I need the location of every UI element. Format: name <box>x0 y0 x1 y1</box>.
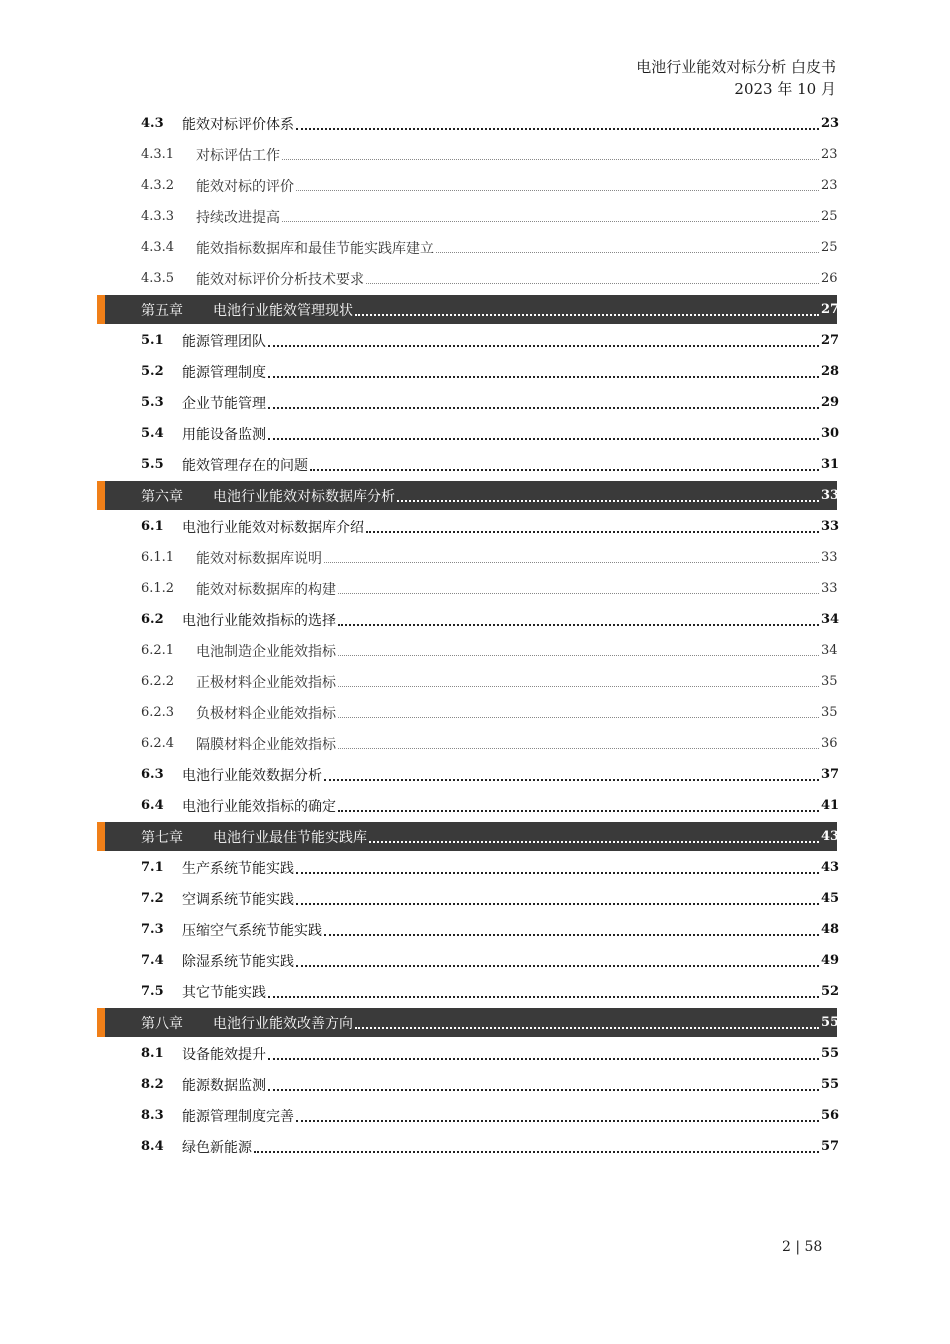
toc-dot-leader <box>296 128 819 130</box>
toc-dot-leader <box>310 469 819 471</box>
toc-entry-number: 4.3.1 <box>141 147 175 162</box>
toc-entry-title: 电池行业能效对标数据库介绍 <box>182 519 364 536</box>
toc-entry-number: 4.3.4 <box>141 240 175 255</box>
toc-dot-leader <box>338 748 819 749</box>
toc-entry-number: 7.2 <box>141 891 164 906</box>
toc-subsection-entry[interactable] <box>97 728 837 759</box>
toc-entry-title: 能效对标评价分析技术要求 <box>196 271 364 288</box>
toc-entry-page: 43 <box>821 860 840 875</box>
toc-entry-title: 能源管理团队 <box>182 333 266 350</box>
toc-section-entry[interactable] <box>97 914 840 945</box>
toc-chapter-entry[interactable] <box>97 822 840 851</box>
toc-section-entry[interactable] <box>97 852 840 883</box>
toc-entry-number: 第五章 <box>141 302 183 319</box>
toc-subsection-entry[interactable] <box>97 232 837 263</box>
toc-entry-title: 除湿系统节能实践 <box>182 953 294 970</box>
toc-entry-title: 电池行业能效数据分析 <box>182 767 322 784</box>
toc-dot-leader <box>369 841 819 843</box>
toc-dot-leader <box>366 531 819 533</box>
toc-entry-page: 35 <box>821 674 838 689</box>
toc-entry-number: 6.1 <box>141 519 164 534</box>
toc-entry-number: 6.2.4 <box>141 736 175 751</box>
toc-entry-page: 52 <box>821 984 840 999</box>
toc-entry-number: 5.1 <box>141 333 164 348</box>
toc-dot-leader <box>282 221 819 222</box>
toc-entry-title: 企业节能管理 <box>182 395 266 412</box>
toc-entry-page: 23 <box>821 147 838 162</box>
toc-dot-leader <box>338 686 819 687</box>
toc-section-entry[interactable] <box>97 325 840 356</box>
toc-dot-leader <box>296 1120 819 1122</box>
toc-entry-page: 45 <box>821 891 840 906</box>
toc-section-entry[interactable] <box>97 759 840 790</box>
toc-entry-title: 压缩空气系统节能实践 <box>182 922 322 939</box>
toc-entry-title: 空调系统节能实践 <box>182 891 294 908</box>
toc-dot-leader <box>338 624 819 626</box>
toc-entry-number: 4.3.2 <box>141 178 175 193</box>
toc-entry-page: 33 <box>821 488 840 503</box>
toc-entry-number: 5.5 <box>141 457 164 472</box>
toc-dot-leader <box>268 376 819 378</box>
toc-entry-number: 5.2 <box>141 364 164 379</box>
toc-entry-title: 能效对标的评价 <box>196 178 294 195</box>
toc-section-entry[interactable] <box>97 1069 840 1100</box>
toc-entry-title: 能效对标数据库说明 <box>196 550 322 567</box>
toc-entry-title: 能源管理制度 <box>182 364 266 381</box>
toc-subsection-entry[interactable] <box>97 666 837 697</box>
toc-section-entry[interactable] <box>97 883 840 914</box>
doc-date: 2023 年 10 月 <box>734 80 836 98</box>
toc-entry-number: 8.3 <box>141 1108 164 1123</box>
toc-section-entry[interactable] <box>97 511 840 542</box>
toc-entry-number: 6.2.3 <box>141 705 175 720</box>
toc-subsection-entry[interactable] <box>97 201 837 232</box>
toc-entry-page: 43 <box>821 829 840 844</box>
toc-entry-title: 能效对标数据库的构建 <box>196 581 336 598</box>
toc-entry-number: 6.2.2 <box>141 674 175 689</box>
toc-dot-leader <box>355 1027 819 1029</box>
toc-dot-leader <box>268 1089 819 1091</box>
toc-entry-page: 36 <box>821 736 838 751</box>
toc-dot-leader <box>355 314 819 316</box>
toc-entry-title: 能效指标数据库和最佳节能实践库建立 <box>196 240 434 257</box>
toc-entry-title: 能效对标评价体系 <box>182 116 294 133</box>
toc-entry-title: 其它节能实践 <box>182 984 266 1001</box>
toc-dot-leader <box>338 593 819 594</box>
toc-entry-number: 7.4 <box>141 953 164 968</box>
page-header <box>636 56 836 100</box>
toc-entry-title: 负极材料企业能效指标 <box>196 705 336 722</box>
toc-entry-number: 6.2.1 <box>141 643 175 658</box>
toc-entry-title: 电池行业最佳节能实践库 <box>213 829 367 846</box>
toc-entry-title: 设备能效提升 <box>182 1046 266 1063</box>
toc-entry-number: 8.4 <box>141 1139 164 1154</box>
toc-entry-title: 电池制造企业能效指标 <box>196 643 336 660</box>
toc-dot-leader <box>296 190 819 191</box>
toc-entry-number: 4.3 <box>141 116 164 131</box>
toc-section-entry[interactable] <box>97 1038 840 1069</box>
toc-entry-title: 持续改进提高 <box>196 209 280 226</box>
toc-entry-page: 33 <box>821 519 840 534</box>
toc-entry-number: 第六章 <box>141 488 183 505</box>
toc-entry-title: 能源数据监测 <box>182 1077 266 1094</box>
toc-entry-page: 29 <box>821 395 840 410</box>
toc-entry-title: 生产系统节能实践 <box>182 860 294 877</box>
toc-entry-title: 隔膜材料企业能效指标 <box>196 736 336 753</box>
toc-subsection-entry[interactable] <box>97 170 837 201</box>
toc-entry-page: 57 <box>821 1139 840 1154</box>
toc-entry-page: 56 <box>821 1108 840 1123</box>
toc-subsection-entry[interactable] <box>97 139 837 170</box>
toc-dot-leader <box>338 810 819 812</box>
toc-entry-title: 能源管理制度完善 <box>182 1108 294 1125</box>
doc-title: 电池行业能效对标分析 白皮书 <box>636 58 836 76</box>
toc-section-entry[interactable] <box>97 108 840 139</box>
toc-section-entry[interactable] <box>97 449 840 480</box>
toc-dot-leader <box>324 934 819 936</box>
toc-entry-page: 25 <box>821 209 838 224</box>
toc-dot-leader <box>338 717 819 718</box>
toc-entry-page: 33 <box>821 550 838 565</box>
toc-section-entry[interactable] <box>97 387 840 418</box>
toc-entry-number: 8.2 <box>141 1077 164 1092</box>
toc-entry-page: 34 <box>821 643 838 658</box>
toc-entry-number: 6.1.2 <box>141 581 175 596</box>
toc-entry-number: 6.4 <box>141 798 164 813</box>
toc-entry-number: 第八章 <box>141 1015 183 1032</box>
toc-entry-title: 电池行业能效对标数据库分析 <box>213 488 395 505</box>
toc-dot-leader <box>366 283 819 284</box>
toc-chapter-entry[interactable] <box>97 295 840 324</box>
toc-dot-leader <box>436 252 819 253</box>
toc-entry-number: 6.2 <box>141 612 164 627</box>
toc-entry-page: 23 <box>821 178 838 193</box>
toc-entry-number: 4.3.5 <box>141 271 175 286</box>
toc-entry-page: 48 <box>821 922 840 937</box>
toc-entry-number: 第七章 <box>141 829 183 846</box>
toc-entry-title: 电池行业能效改善方向 <box>213 1015 353 1032</box>
toc-section-entry[interactable] <box>97 790 840 821</box>
toc-entry-number: 7.3 <box>141 922 164 937</box>
toc-dot-leader <box>268 407 819 409</box>
toc-entry-page: 25 <box>821 240 838 255</box>
toc-dot-leader <box>268 996 819 998</box>
toc-entry-page: 30 <box>821 426 840 441</box>
toc-dot-leader <box>268 1058 819 1060</box>
toc-subsection-entry[interactable] <box>97 263 837 294</box>
toc-entry-title: 电池行业能效指标的确定 <box>182 798 336 815</box>
toc-entry-number: 7.5 <box>141 984 164 999</box>
toc-dot-leader <box>338 655 819 656</box>
toc-entry-page: 26 <box>821 271 838 286</box>
toc-entry-page: 23 <box>821 116 840 131</box>
toc-dot-leader <box>296 903 819 905</box>
toc-entry-page: 55 <box>821 1077 840 1092</box>
toc-dot-leader <box>254 1151 819 1153</box>
toc-entry-title: 能效管理存在的问题 <box>182 457 308 474</box>
toc-dot-leader <box>282 159 819 160</box>
toc-section-entry[interactable] <box>97 945 840 976</box>
toc-entry-number: 8.1 <box>141 1046 164 1061</box>
toc-subsection-entry[interactable] <box>97 697 837 728</box>
toc-section-entry[interactable] <box>97 356 840 387</box>
toc-chapter-entry[interactable] <box>97 1008 840 1037</box>
toc-entry-page: 27 <box>821 333 840 348</box>
toc-section-entry[interactable] <box>97 604 840 635</box>
toc-entry-page: 55 <box>821 1046 840 1061</box>
toc-entry-title: 绿色新能源 <box>182 1139 252 1156</box>
toc-entry-title: 电池行业能效管理现状 <box>213 302 353 319</box>
toc-dot-leader <box>397 500 819 502</box>
toc-entry-page: 37 <box>821 767 840 782</box>
toc-section-entry[interactable] <box>97 1100 840 1131</box>
toc-section-entry[interactable] <box>97 1131 840 1162</box>
page-number: 2 | 58 <box>782 1239 823 1255</box>
toc-entry-page: 31 <box>821 457 840 472</box>
toc-subsection-entry[interactable] <box>97 542 837 573</box>
table-of-contents <box>97 108 840 1162</box>
toc-dot-leader <box>296 965 819 967</box>
toc-subsection-entry[interactable] <box>97 573 837 604</box>
toc-dot-leader <box>268 438 819 440</box>
toc-section-entry[interactable] <box>97 976 840 1007</box>
toc-entry-page: 28 <box>821 364 840 379</box>
toc-entry-page: 35 <box>821 705 838 720</box>
toc-entry-number: 6.1.1 <box>141 550 175 565</box>
toc-section-entry[interactable] <box>97 418 840 449</box>
toc-entry-number: 6.3 <box>141 767 164 782</box>
toc-subsection-entry[interactable] <box>97 635 837 666</box>
toc-chapter-entry[interactable] <box>97 481 840 510</box>
toc-entry-title: 对标评估工作 <box>196 147 280 164</box>
toc-entry-number: 4.3.3 <box>141 209 175 224</box>
toc-dot-leader <box>296 872 819 874</box>
toc-dot-leader <box>324 562 819 563</box>
toc-entry-page: 34 <box>821 612 840 627</box>
toc-entry-title: 用能设备监测 <box>182 426 266 443</box>
toc-entry-number: 5.3 <box>141 395 164 410</box>
toc-entry-page: 49 <box>821 953 840 968</box>
toc-dot-leader <box>324 779 819 781</box>
toc-entry-page: 41 <box>821 798 840 813</box>
toc-dot-leader <box>268 345 819 347</box>
toc-entry-title: 正极材料企业能效指标 <box>196 674 336 691</box>
toc-entry-page: 27 <box>821 302 840 317</box>
toc-entry-number: 5.4 <box>141 426 164 441</box>
toc-entry-page: 55 <box>821 1015 840 1030</box>
toc-entry-number: 7.1 <box>141 860 164 875</box>
toc-entry-page: 33 <box>821 581 838 596</box>
toc-entry-title: 电池行业能效指标的选择 <box>182 612 336 629</box>
